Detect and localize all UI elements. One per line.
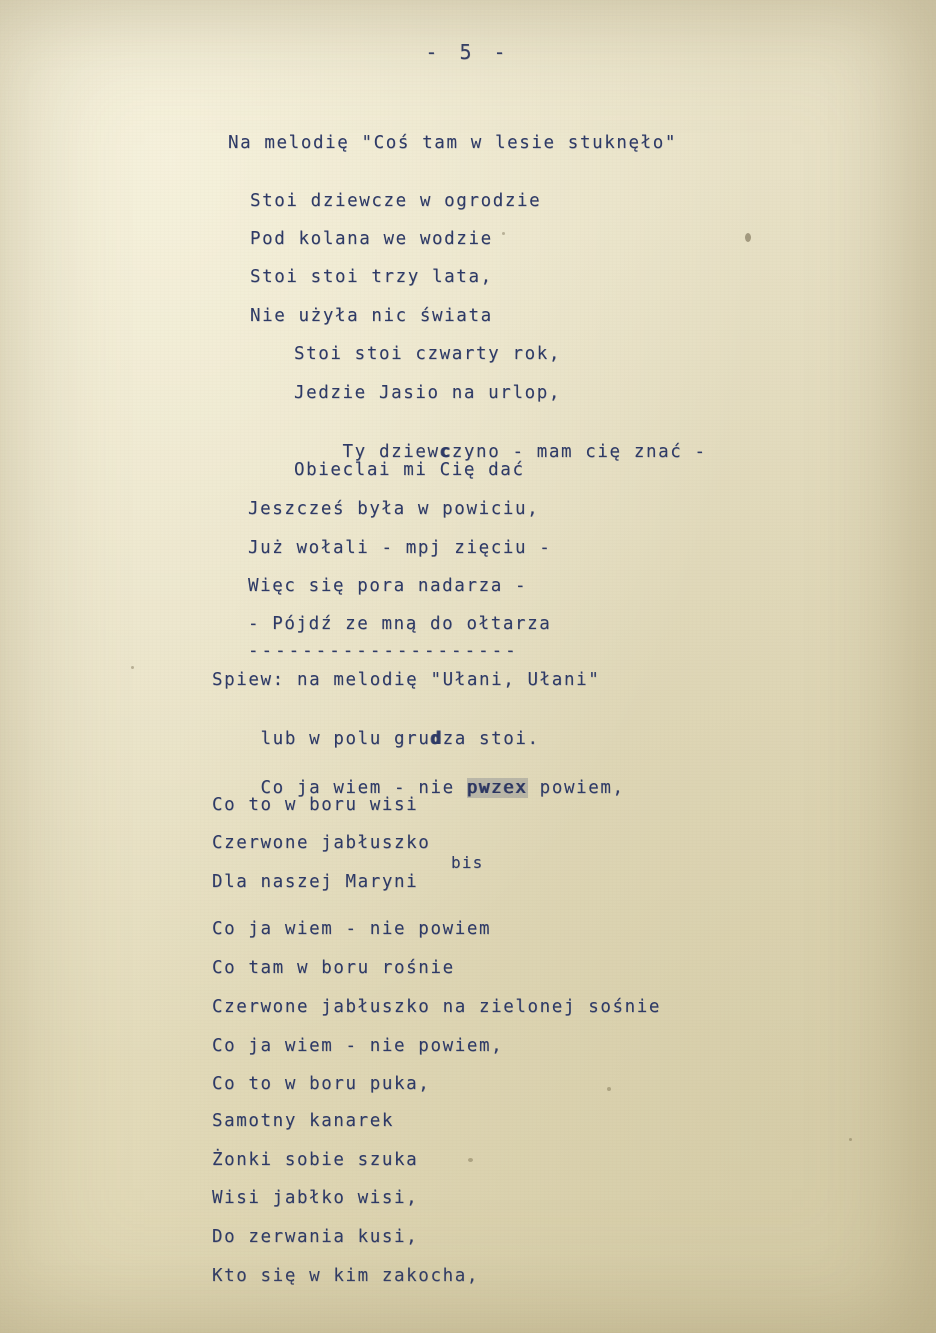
verse-line: Nie użyła nic świata [250,306,493,326]
overtyped-character: d [430,729,443,749]
verse-line: Co to w boru puka, [212,1074,431,1094]
paper-speck [607,1087,611,1091]
verse-line: Czerwone jabłuszko [212,833,431,853]
verse-line: Co tam w boru rośnie [212,958,455,978]
paper-speck [131,666,134,669]
struck-out-word: pwzex [466,778,528,798]
verse-line: Więc się pora nadarza - [248,576,528,596]
overtyped-character: c [439,442,452,462]
page-number: - 5 - [425,40,511,64]
verse-line: Dla naszej Maryni [212,872,419,892]
verse-line: Jeszcześ była w powiciu, [248,499,540,519]
paper-speck [849,1138,852,1141]
verse-line: Samotny kanarek [212,1111,395,1131]
verse-line: Stoi stoi czwarty rok, [294,344,561,364]
note-text-segment: lub w polu gru [260,729,431,749]
verse-line: - Pójdź ze mną do ołtarza [248,614,552,634]
verse-line: Czerwone jabłuszko na zielonej sośnie [212,997,662,1017]
verse-line: Już wołali - mpj zięciu - [248,538,552,558]
verse-text-segment: Ty dziew [342,442,440,462]
bis-repeat-mark: bis [451,853,484,872]
verse-text-segment: powiem, [527,778,625,798]
note-text-segment: za stoi. [442,729,540,749]
paper-speck [502,232,505,235]
verse-line: Pod kolana we wodzie [250,229,493,249]
verse-line: Obieclai mi Cię dać [294,460,525,480]
paper-speck [745,233,751,242]
verse-line: Kto się w kim zakocha, [212,1266,479,1286]
verse-line: Stoi dziewcze w ogrodzie [250,191,542,211]
paper-speck [468,1158,473,1162]
verse-line: Żonki sobie szuka [212,1150,419,1170]
verse-line: Jedzie Jasio na urlop, [294,383,561,403]
melody-heading: Na melodię "Coś tam w lesie stuknęło" [228,133,678,153]
section-separator: -------------------- [248,641,519,661]
verse-line: Co ja wiem - nie powiem, [212,1036,504,1056]
verse-text-segment: zyno - mam cię znać - [451,442,707,462]
verse-line: Wisi jabłko wisi, [212,1188,419,1208]
verse-line: Stoi stoi trzy lata, [250,267,493,287]
performance-note-line: Spiew: na melodię "Ułani, Ułani" [212,670,601,690]
verse-line: Co to w boru wisi [212,795,419,815]
verse-text-segment: Co ja wiem - nie [260,778,467,798]
verse-line: Do zerwania kusi, [212,1227,419,1247]
verse-line: Co ja wiem - nie powiem [212,919,492,939]
